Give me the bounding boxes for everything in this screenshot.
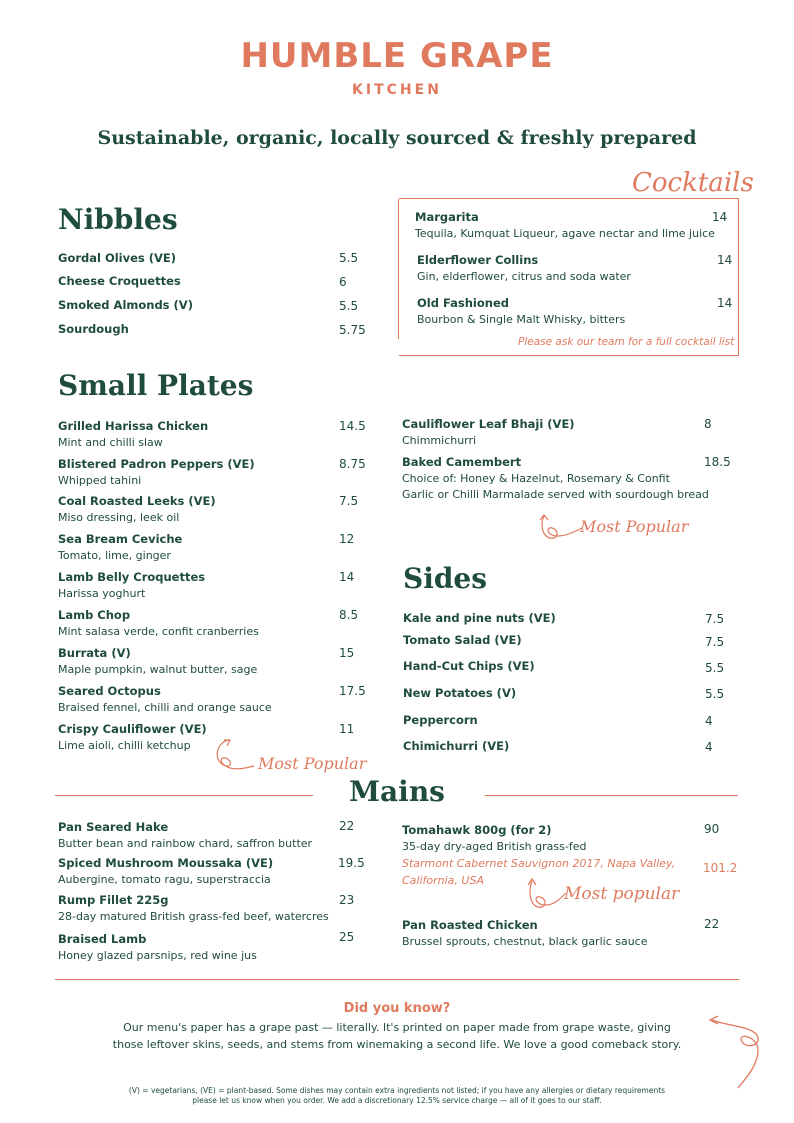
menu-item-name: Cheese Croquettes [58,274,181,288]
tagline: Sustainable, organic, locally sourced & freshly prepared [97,127,697,149]
menu-item-name: Sea Bream Ceviche [58,532,183,546]
menu-item-description: Maple pumpkin, walnut butter, sage [58,663,258,676]
menu-item-name: Seared Octopus [58,684,161,698]
menu-item-name: Tomahawk 800g (for 2) [402,823,552,837]
menu-item-price: 8.75 [339,457,366,471]
menu-item-name: Pan Seared Hake [58,820,169,834]
cocktail-name: Elderflower Collins [417,253,539,267]
menu-item-price: 5.5 [339,299,359,313]
swirl-arrow-icon [538,514,582,544]
menu-item-price: 5.5 [339,251,359,265]
menu-item-name: Crispy Cauliflower (VE) [58,722,207,736]
menu-item-price: 5.5 [705,661,725,675]
menu-item-price: 23 [339,893,355,907]
menu-item-name: Kale and pine nuts (VE) [403,611,556,625]
cocktail-note: Please ask our team for a full cocktail list [518,336,735,348]
menu-item-price: 12 [339,532,355,546]
menu-item-name: Tomato Salad (VE) [403,633,522,647]
cocktails-heading: Cocktails [628,168,758,198]
menu-item-description: Honey glazed parsnips, red wine jus [58,949,257,962]
menu-item-price: 8.5 [339,608,359,622]
menu-item-description: Chimmichurri [402,434,477,447]
menu-item-price: 15 [339,646,355,660]
menu-item-description: Whipped tahini [58,474,142,487]
menu-item-price: 6 [339,275,347,289]
menu-item-name: Pan Roasted Chicken [402,918,538,932]
menu-item-name: Coal Roasted Leeks (VE) [58,494,216,508]
swirl-arrow-icon [526,877,566,913]
menu-item-name: Blistered Padron Peppers (VE) [58,457,255,471]
did-you-know-text: Our menu's paper has a grape past — literally. It's printed on paper made from grape waste, giving those leftover skins, seeds, and stems from winemaking a second life. We love a good comeback story. [112,1021,682,1051]
menu-item-name: Lamb Belly Croquettes [58,570,206,584]
menu-item-price: 7.5 [339,494,359,508]
menu-item-name: Grilled Harissa Chicken [58,419,209,433]
menu-item-price: 19.5 [338,856,365,870]
menu-item-name: Chimichurri (VE) [403,739,510,753]
brand-subtitle: KITCHEN [352,82,442,98]
footer-note: (V) = vegetarians, (VE) = plant-based. Some dishes may contain extra ingredients not listed; if you have any allergies or dietary requirements please let us know when you order. We add a discretionary 12.5% service charge — all of it goes to our staff. [128,1086,666,1105]
menu-item-price: 4 [705,714,713,728]
cocktail-description: Tequila, Kumquat Liqueur, agave nectar and lime juice [415,227,715,240]
menu-item-description: Mint and chilli slaw [58,436,163,449]
menu-item-name: Burrata (V) [58,646,131,660]
cocktail-description: Bourbon & Single Malt Whisky, bitters [417,313,626,326]
menu-item-description: Mint salasa verde, confit cranberries [58,625,259,638]
most-popular-note: Most Popular [580,517,689,536]
menu-item-price: 22 [704,917,720,931]
cocktail-description: Gin, elderflower, citrus and soda water [417,270,631,283]
menu-item-price: 18.5 [704,455,731,469]
menu-item-description: Butter bean and rainbow chard, saffron butter [58,837,313,850]
menu-item-price: 7.5 [705,612,725,626]
menu-item-name: Cauliflower Leaf Bhaji (VE) [402,417,575,431]
menu-item-name: Gordal Olives (VE) [58,251,177,265]
menu-item-price: 14 [339,570,355,584]
menu-item-description: Lime aioli, chilli ketchup [58,739,191,752]
menu-item-description: Brussel sprouts, chestnut, black garlic sauce [402,935,648,948]
divider [485,795,738,796]
menu-item-name: Hand-Cut Chips (VE) [403,659,535,673]
menu-item-name: Smoked Almonds (V) [58,298,193,312]
cocktail-name: Margarita [415,210,479,224]
menu-item-name: Sourdough [58,322,129,336]
menu-item-price: 22 [339,819,355,833]
menu-item-name: Lamb Chop [58,608,131,622]
wine-pairing: Starmont Cabernet Sauvignon 2017, Napa Valley, [402,857,676,870]
brand-logo: HUMBLE GRAPE [240,36,554,76]
menu-item-price: 8 [704,417,712,431]
sides-heading: Sides [403,562,488,595]
menu-item-price: 11 [339,722,355,736]
menu-item-description: Tomato, lime, ginger [58,549,171,562]
menu-item-price: 17.5 [339,684,366,698]
menu-item-name: New Potatoes (V) [403,686,517,700]
menu-item-name: Rump Fillet 225g [58,893,169,907]
menu-item-price: 25 [339,930,355,944]
did-you-know-title: Did you know? [343,1001,451,1016]
small-plates-heading: Small Plates [58,369,254,402]
wine-pairing: California, USA [402,874,484,887]
mains-heading: Mains [349,775,445,808]
cocktail-name: Old Fashioned [417,296,509,310]
swirl-arrow-icon [214,738,254,778]
nibbles-heading: Nibbles [58,203,178,236]
menu-item-price: 90 [704,822,720,836]
wine-price: 101.2 [703,861,738,875]
menu-item-price: 7.5 [705,635,725,649]
divider [55,979,739,980]
menu-item-name: Peppercorn [403,713,478,727]
menu-item-price: 5.5 [705,687,725,701]
menu-item-description: Garlic or Chilli Marmalade served with sourdough bread [402,488,709,501]
menu-item-description: Aubergine, tomato ragu, superstraccia [58,873,271,886]
menu-item-description: Miso dressing, leek oil [58,511,180,524]
menu-item-description: Choice of: Honey & Hazelnut, Rosemary & Confit [402,472,670,485]
swirl-arrow-icon [708,1012,768,1092]
cocktail-price: 14 [712,210,728,224]
cocktail-price: 14 [717,253,733,267]
menu-item-name: Baked Camembert [402,455,522,469]
cocktail-price: 14 [717,296,733,310]
menu-item-name: Braised Lamb [58,932,147,946]
menu-item-description: Harissa yoghurt [58,587,146,600]
most-popular-note: Most Popular [258,754,367,773]
menu-item-description: 28-day matured British grass-fed beef, watercres [58,910,329,923]
menu-item-price: 4 [705,740,713,754]
menu-item-price: 14.5 [339,419,366,433]
menu-item-description: 35-day dry-aged British grass-fed [402,840,587,853]
menu-item-description: Braised fennel, chilli and orange sauce [58,701,272,714]
menu-item-name: Spiced Mushroom Moussaka (VE) [58,856,274,870]
most-popular-note: Most popular [564,884,680,904]
menu-item-price: 5.75 [339,323,366,337]
